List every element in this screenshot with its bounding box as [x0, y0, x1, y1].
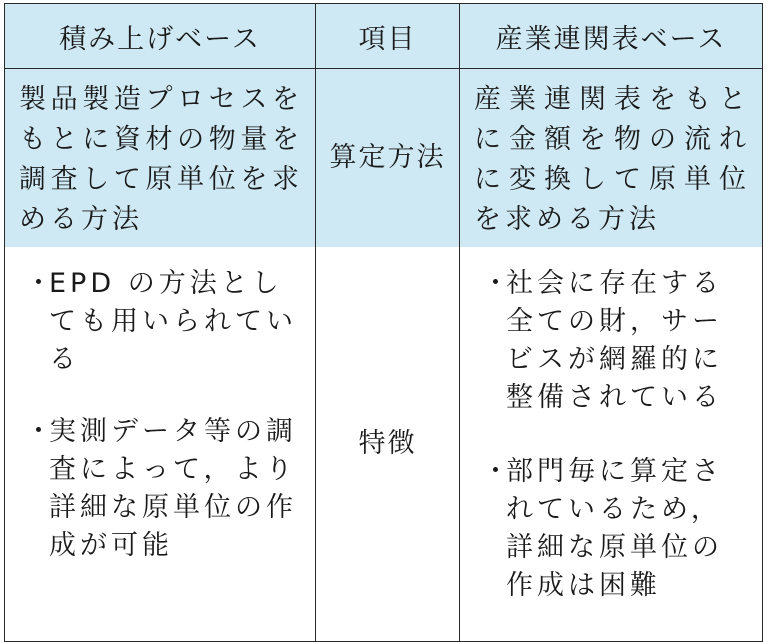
- bullet-dot: ・: [25, 416, 56, 447]
- features-right-cell: [460, 247, 763, 642]
- list-item: [476, 453, 750, 605]
- list-item-text: 実測データ等の調査によって，より詳細な原単位の作成が可能: [49, 416, 297, 561]
- features-right-list: [474, 265, 750, 605]
- bullet-dot: ・: [25, 268, 56, 299]
- calc-label-cell: 算定方法: [316, 69, 460, 248]
- features-label-cell: 特徴: [316, 247, 460, 642]
- comparison-table: [4, 3, 763, 642]
- list-item-text: EPD の方法としても用いられている: [49, 268, 297, 375]
- features-left-list: [19, 265, 303, 565]
- features-left-cell: [5, 247, 316, 642]
- header-right: 産業連関表ベース: [460, 4, 763, 69]
- header-row: [5, 4, 763, 69]
- bullet-dot: ・: [482, 456, 513, 487]
- header-mid: 項目: [316, 4, 460, 69]
- features-row: [5, 247, 763, 642]
- list-item: [19, 265, 303, 379]
- list-item-text: 社会に存在する全ての財，サービスが網羅的に整備されている: [506, 268, 723, 413]
- list-item: [19, 413, 303, 565]
- calc-left-cell: 製品製造プロセスをもとに資材の物量を調査して原単位を求める方法: [5, 69, 316, 248]
- calc-right-cell: 産業連関表をもとに金額を物の流れに変換して原単位を求める方法: [460, 69, 763, 248]
- list-item-text: 部門毎に算定されているため，詳細な原単位の作成は困難: [506, 456, 723, 601]
- calc-method-row: [5, 69, 763, 248]
- bullet-dot: ・: [482, 268, 513, 299]
- list-item: [476, 265, 750, 417]
- header-left: 積み上げベース: [5, 4, 316, 69]
